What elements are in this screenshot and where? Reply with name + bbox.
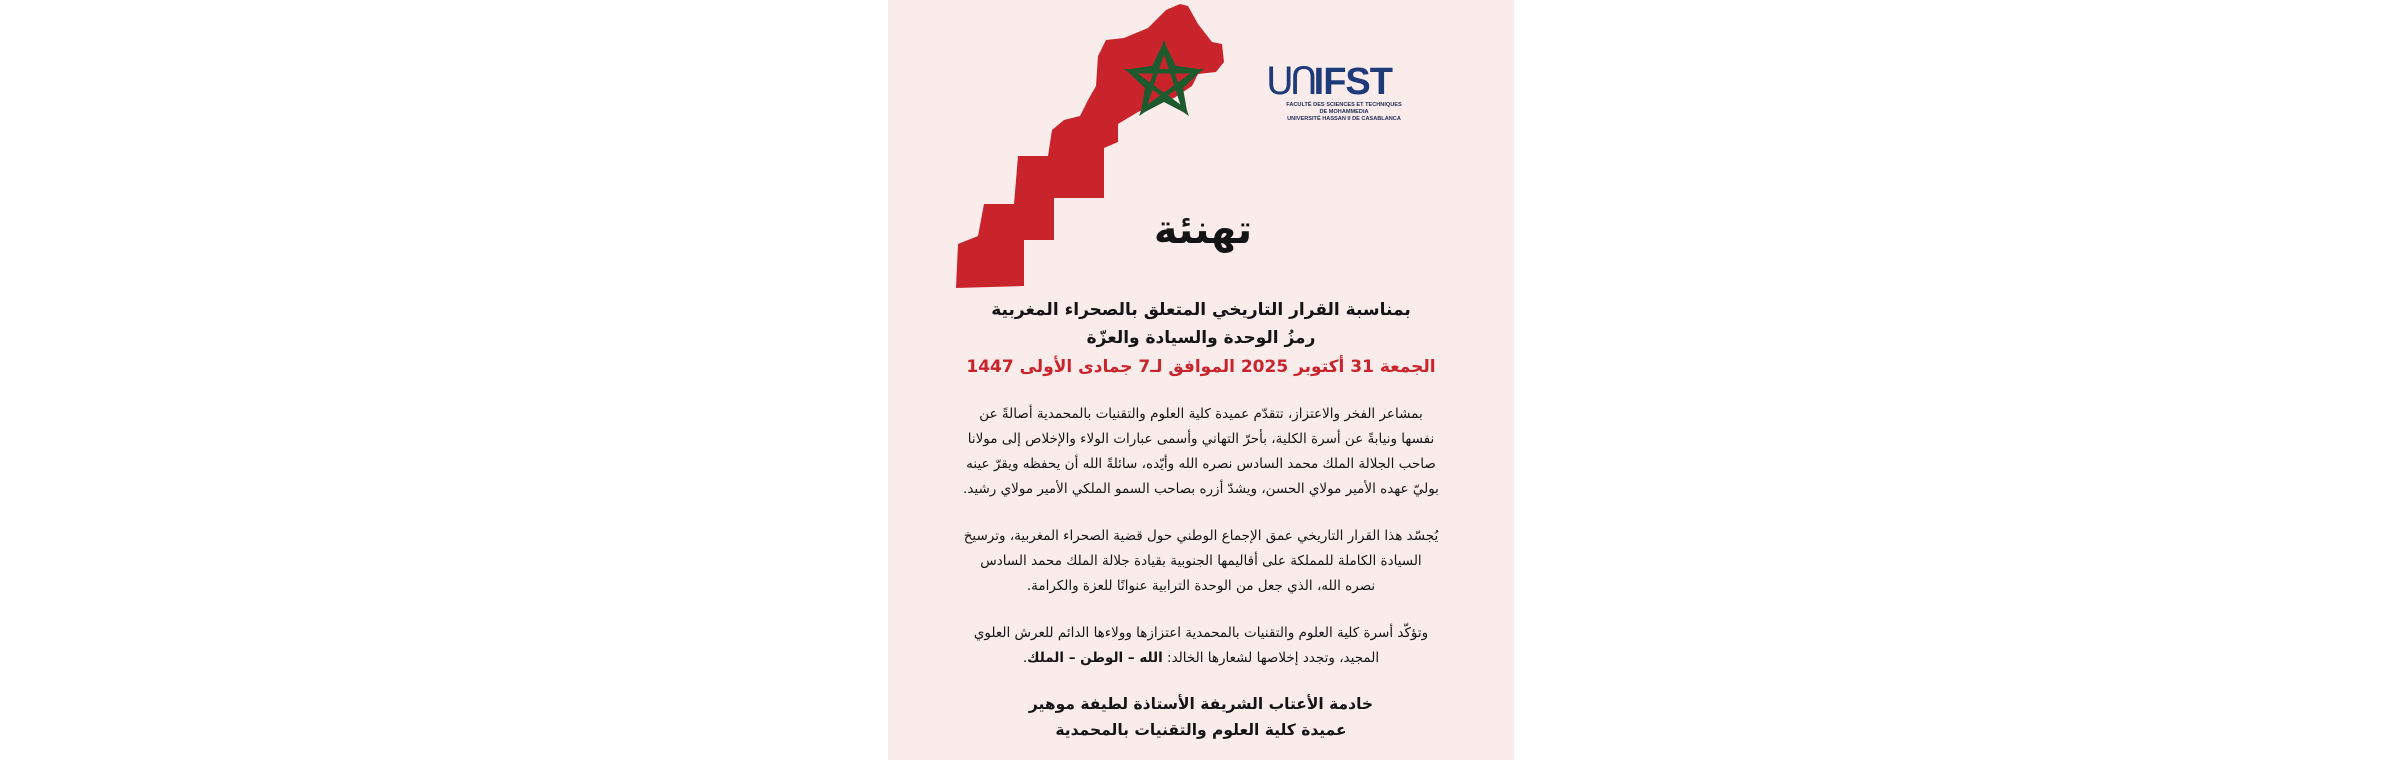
- ifst-logo: [1266, 62, 1402, 124]
- page-title: تهنئة: [1153, 207, 1253, 253]
- header-line-2: رمزُ الوحدة والسيادة والعزّة: [1086, 328, 1316, 348]
- poster-body: [918, 296, 1484, 743]
- signature-line-2: عميدة كلية العلوم والتقنيات بالمحمدية: [1055, 721, 1347, 739]
- signature-line-1: خادمة الأعتاب الشريفة الأستاذة لطيفة موهير: [1028, 695, 1374, 713]
- congratulation-poster: [888, 0, 1514, 760]
- logo-emblem-icon: ᑌᑎ: [1266, 61, 1314, 103]
- paragraph-3: وتؤكّد أسرة كلية العلوم والتقنيات بالمحمدية اعتزازها وولاءها الدائم للعرش العلوي المجيد، وتجدد إخلاصها لشعارها الخالد: الله – الوطن – الملك.: [973, 625, 1429, 666]
- logo-mark: ᑌᑎIFST: [1266, 61, 1392, 103]
- paragraph-1: بمشاعر الفخر والاعتزاز، تتقدّم عميدة كلية العلوم والتقنيات بالمحمدية أصالةً عن نفسها ونيابةً عن أسرة الكلية، بأحرّ التهاني وأسمى عبارات الولاء والإخلاص إلى مولانا صاحب الجلالة الملك محمد السادس نصره الله وأيّده، سائلةً الله أن يحفظه ويقرّ عينه بوليّ عهده الأمير مولاي الحسن، ويشدّ أزره بصاحب السمو الملكي الأمير مولاي رشيد.: [963, 406, 1439, 497]
- logo-subtitle: FACULTÉ DES SCIENCES ET TECHNIQUES DE MOHAMMEDIA UNIVERSITÉ HASSAN II DE CASABLANCA: [1286, 102, 1402, 122]
- motto: الله – الوطن – الملك: [1027, 650, 1163, 666]
- paragraph-2: يُجسّد هذا القرار التاريخي عمق الإجماع الوطني حول قضية الصحراء المغربية، وترسيخ السيادة الكاملة للمملكة على أقاليمها الجنوبية بقيادة جلالة الملك محمد السادس نصره الله، الذي جعل من الوحدة الترابية عنوانًا للعزة والكرامة.: [963, 528, 1439, 594]
- header-line-1: بمناسبة القرار التاريخي المتعلق بالصحراء المغربية: [991, 300, 1411, 320]
- date-line: الجمعة 31 أكتوبر 2025 الموافق لـ7 جمادى الأولى 1447: [966, 357, 1436, 377]
